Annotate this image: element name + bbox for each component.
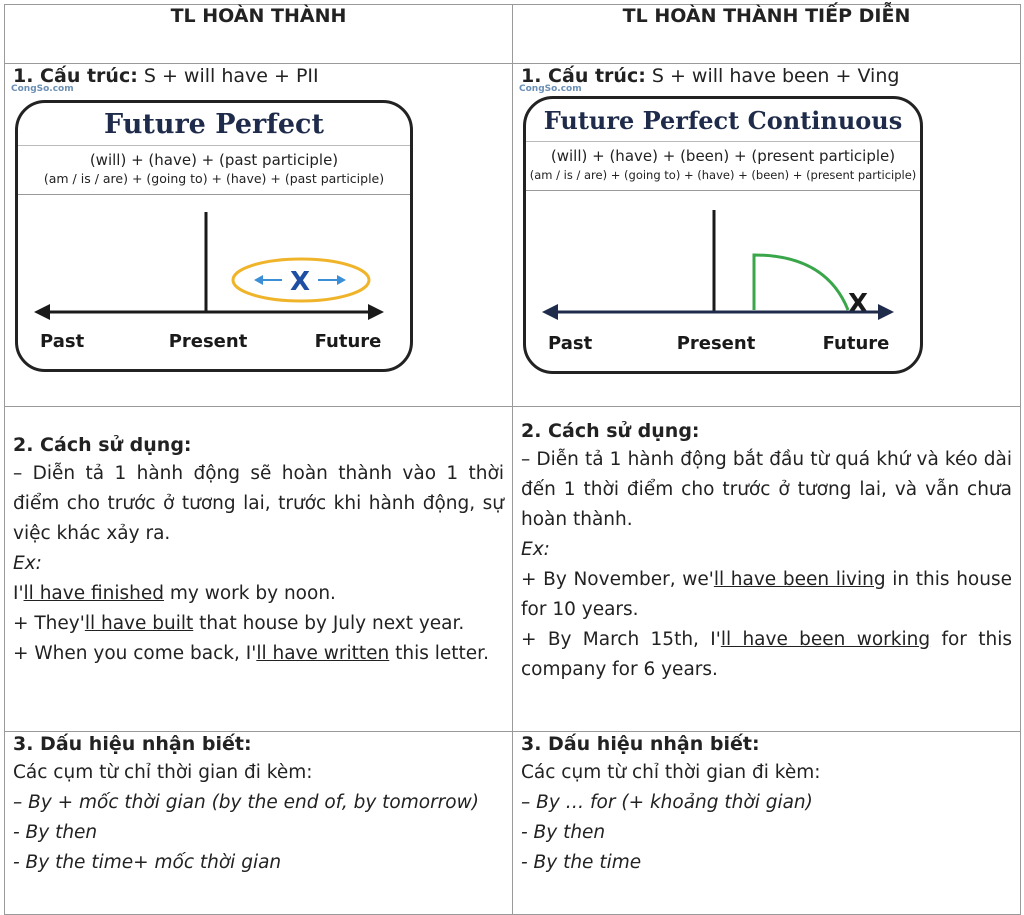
left-timeline bbox=[18, 194, 410, 369]
right-usage-description: – Diễn tả 1 hành động bắt đầu từ quá khứ và kéo dài đến 1 thời điểm cho trước ở tương lai, và vẫn chưa hoàn thành. bbox=[521, 449, 1012, 530]
right-event-mark: X bbox=[847, 289, 869, 319]
right-diagram-formula-line2: (am / is / are) + (going to) + (have) + (been) + (present participle) bbox=[529, 168, 917, 182]
left-axis-left-arrow-icon bbox=[34, 304, 50, 320]
right-label-present: Present bbox=[676, 333, 756, 354]
right-example-1 bbox=[521, 565, 1012, 625]
signs-row bbox=[5, 732, 1021, 915]
left-label-future: Future bbox=[314, 331, 382, 352]
left-example-3 bbox=[13, 639, 504, 669]
left-event-mark: X bbox=[289, 267, 311, 297]
tense-comparison-table bbox=[4, 4, 1021, 915]
left-example-2-start: + They' bbox=[13, 613, 85, 634]
right-structure-label: 1. Cấu trúc: bbox=[521, 65, 646, 87]
left-example-2 bbox=[13, 609, 504, 639]
left-structure-cell bbox=[5, 64, 513, 407]
right-example-1-end: in this house for 10 years. bbox=[521, 569, 1012, 620]
right-label-past: Past bbox=[548, 333, 593, 354]
right-usage-cell bbox=[513, 407, 1021, 732]
left-label-present: Present bbox=[168, 331, 248, 352]
left-arrow-back-head-icon bbox=[254, 275, 263, 285]
right-example-1-start: + By November, we' bbox=[521, 569, 714, 590]
right-example-2-start: + By March 15th, I' bbox=[521, 629, 721, 650]
right-example-1-verb: ll have been living bbox=[713, 569, 886, 590]
right-progress-curve bbox=[754, 255, 848, 310]
left-diagram-formula bbox=[18, 146, 410, 195]
left-example-3-end: this letter. bbox=[389, 643, 489, 664]
left-example-label: Ex: bbox=[13, 553, 42, 574]
left-diagram bbox=[11, 84, 504, 390]
left-sign-item: - By the time+ mốc thời gian bbox=[13, 852, 282, 873]
left-structure-label: 1. Cấu trúc: bbox=[13, 65, 138, 87]
left-diagram-title: Future Perfect bbox=[18, 103, 410, 146]
right-signs-cell bbox=[513, 732, 1021, 915]
left-usage-description: – Diễn tả 1 hành động sẽ hoàn thành vào 1 thời điểm cho trước ở tương lai, trước khi hành động, sự việc khác xảy ra. bbox=[13, 463, 504, 544]
left-example-2-end: that house by July next year. bbox=[193, 613, 465, 634]
right-diagram-formula bbox=[526, 142, 920, 191]
right-structure-cell bbox=[513, 64, 1021, 407]
left-example-1-verb: ll have finished bbox=[23, 583, 164, 604]
right-signs-heading: 3. Dấu hiệu nhận biết: bbox=[521, 733, 760, 755]
left-usage-heading: 2. Cách sử dụng: bbox=[13, 434, 192, 456]
header-future-perfect: TL HOÀN THÀNH bbox=[5, 5, 513, 64]
header-row bbox=[5, 5, 1021, 64]
usage-row bbox=[5, 407, 1021, 732]
left-sign-item: – By + mốc thời gian (by the end of, by tomorrow) bbox=[13, 792, 479, 813]
right-diagram bbox=[519, 84, 1012, 390]
left-arrow-forward-head-icon bbox=[337, 275, 346, 285]
left-label-past: Past bbox=[40, 331, 85, 352]
right-sign-item: - By then bbox=[521, 822, 606, 843]
left-diagram-logo: CongSo.com bbox=[11, 84, 74, 94]
left-signs-cell bbox=[5, 732, 513, 915]
left-usage-cell bbox=[5, 407, 513, 732]
left-example-2-verb: ll have built bbox=[84, 613, 194, 634]
left-sign-item: - By then bbox=[13, 822, 98, 843]
left-example-1-start: I' bbox=[13, 583, 24, 604]
right-timeline bbox=[526, 190, 920, 370]
left-example-3-verb: ll have written bbox=[256, 643, 390, 664]
structure-row bbox=[5, 64, 1021, 407]
right-structure-formula: S + will have been + Ving bbox=[645, 65, 900, 87]
left-diagram-card bbox=[15, 100, 413, 372]
right-label-future: Future bbox=[822, 333, 890, 354]
right-example-label: Ex: bbox=[521, 539, 550, 560]
right-signs-intro: Các cụm từ chỉ thời gian đi kèm: bbox=[521, 762, 821, 783]
left-signs-intro: Các cụm từ chỉ thời gian đi kèm: bbox=[13, 762, 313, 783]
left-structure-heading bbox=[13, 64, 504, 88]
right-diagram-title: Future Perfect Continuous bbox=[526, 99, 920, 142]
right-diagram-formula-line1: (will) + (have) + (been) + (present participle) bbox=[550, 147, 896, 165]
right-usage-heading: 2. Cách sử dụng: bbox=[521, 420, 700, 442]
left-example-1 bbox=[13, 579, 504, 609]
left-diagram-formula-line1: (will) + (have) + (past participle) bbox=[89, 151, 339, 169]
left-structure-formula: S + will have + PII bbox=[137, 65, 319, 87]
left-axis-right-arrow-icon bbox=[368, 304, 384, 320]
left-diagram-formula-line2: (am / is / are) + (going to) + (have) + (past participle) bbox=[43, 171, 385, 186]
right-axis-right-arrow-icon bbox=[878, 304, 894, 320]
right-sign-item: – By … for (+ khoảng thời gian) bbox=[521, 792, 813, 813]
right-example-2 bbox=[521, 625, 1012, 685]
left-example-3-start: + When you come back, I' bbox=[13, 643, 257, 664]
right-example-2-end: for this company for 6 years. bbox=[521, 629, 1012, 680]
right-structure-heading bbox=[521, 64, 1012, 88]
right-sign-item: - By the time bbox=[521, 852, 642, 873]
header-future-perfect-continuous: TL HOÀN THÀNH TIẾP DIỄN bbox=[513, 5, 1021, 64]
left-example-1-end: my work by noon. bbox=[164, 583, 336, 604]
right-diagram-card bbox=[523, 96, 923, 374]
left-signs-heading: 3. Dấu hiệu nhận biết: bbox=[13, 733, 252, 755]
right-example-2-verb: ll have been working bbox=[720, 629, 931, 650]
right-axis-left-arrow-icon bbox=[542, 304, 558, 320]
right-diagram-logo: CongSo.com bbox=[519, 84, 582, 94]
